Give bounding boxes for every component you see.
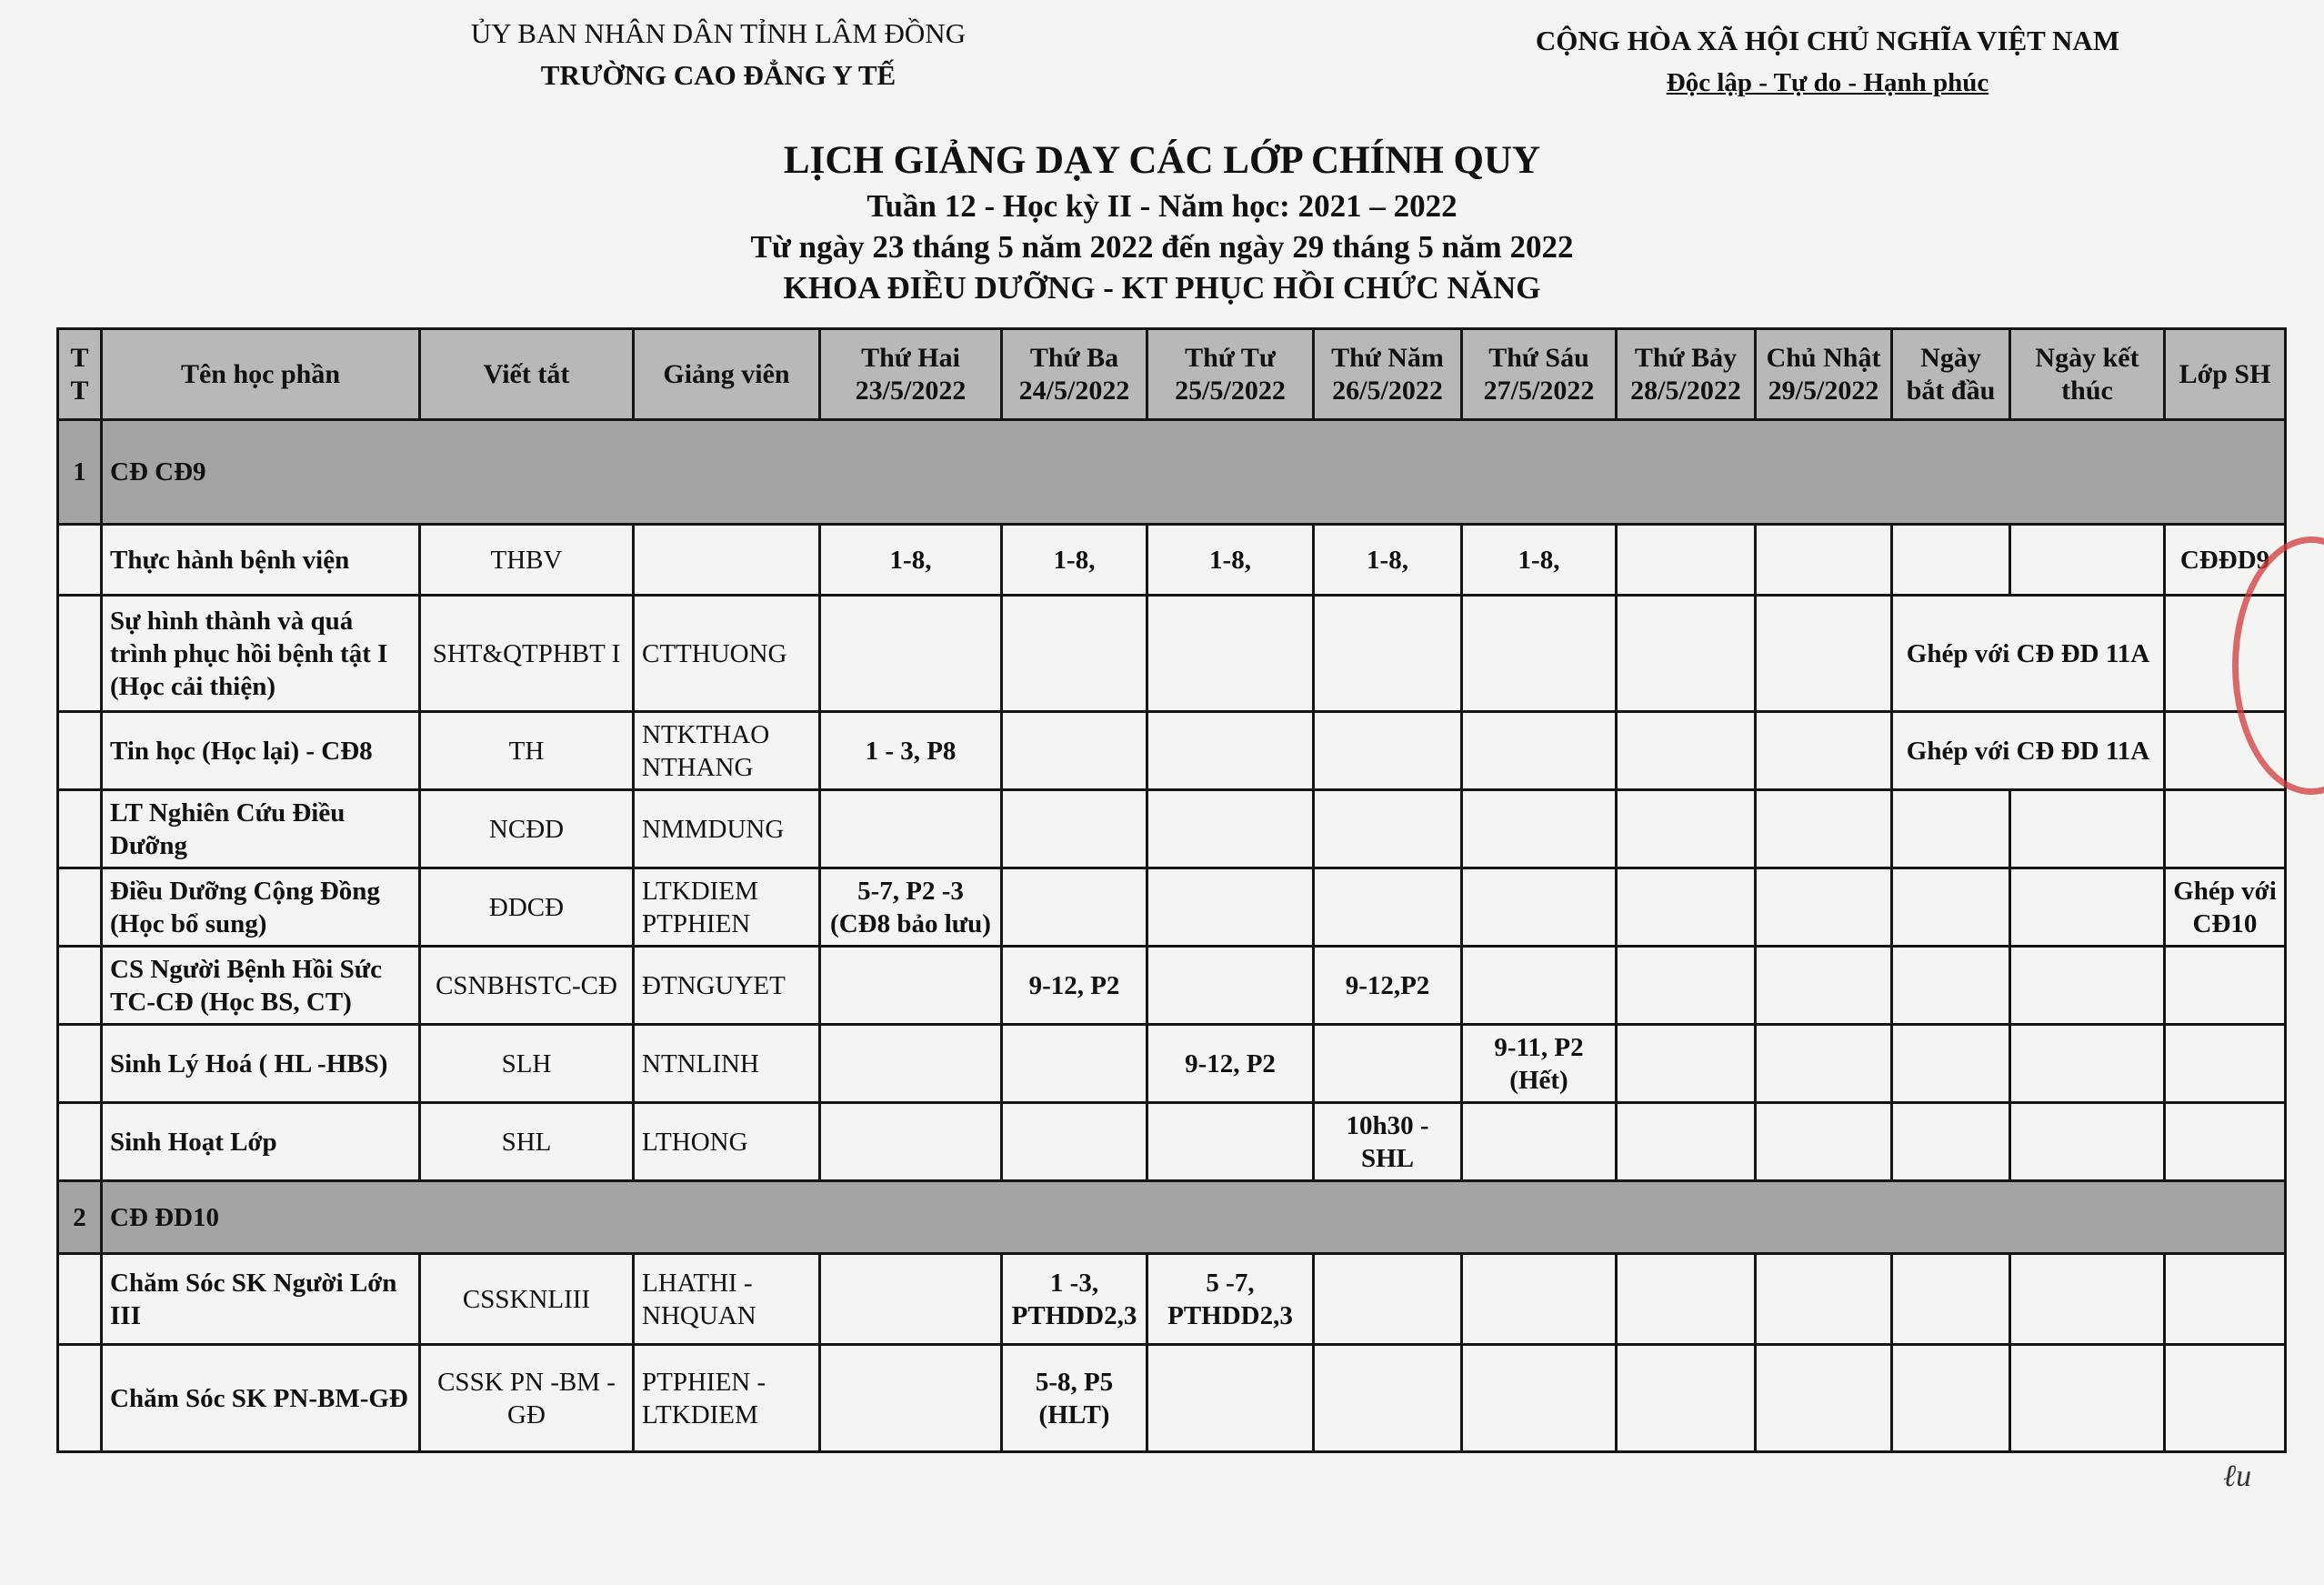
table-header-row (58, 329, 2286, 420)
document-title: LỊCH GIẢNG DẠY CÁC LỚP CHÍNH QUY (783, 139, 1541, 182)
document-faculty: KHOA ĐIỀU DƯỠNG - KT PHỤC HỒI CHỨC NĂNG (783, 270, 1541, 306)
col-wednesday: Thứ Tư 25/5/2022 (1147, 329, 1314, 420)
cell-merged-note: Ghép với CĐ ĐD 11A (1892, 596, 2165, 712)
course-lecturer: LTKDIEM PTPHIEN (634, 868, 820, 947)
cell-monday: 5-7, P2 -3 (CĐ8 bảo lưu) (820, 868, 1002, 947)
cell-class-meeting: CĐĐD9 (2165, 525, 2286, 596)
cell-tuesday: 1-8, (1002, 525, 1147, 596)
course-abbr: THBV (420, 525, 634, 596)
cell-wednesday: 9-12, P2 (1147, 1025, 1314, 1103)
cell-tuesday: 9-12, P2 (1002, 947, 1147, 1025)
document-subtitle-dates: Từ ngày 23 tháng 5 năm 2022 đến ngày 29 tháng 5 năm 2022 (750, 229, 1574, 265)
header-right (1491, 20, 2164, 104)
cell-thursday: 10h30 - SHL (1314, 1103, 1462, 1181)
course-name: LT Nghiên Cứu Điều Dưỡng (102, 790, 420, 868)
col-start-date: Ngày bắt đầu (1892, 329, 2010, 420)
col-monday: Thứ Hai 23/5/2022 (820, 329, 1002, 420)
header-left-line2: TRƯỜNG CAO ĐẲNG Y TẾ (540, 59, 897, 91)
course-name: Điều Dưỡng Cộng Đồng (Học bổ sung) (102, 868, 420, 947)
header-right-line2: Độc lập - Tự do - Hạnh phúc (1666, 68, 1989, 97)
table-row (58, 868, 2286, 947)
header-right-line1: CỘNG HÒA XÃ HỘI CHỦ NGHĨA VIỆT NAM (1535, 25, 2120, 56)
course-lecturer: NTNLINH (634, 1025, 820, 1103)
course-name: Chăm Sóc SK Người Lớn III (102, 1254, 420, 1345)
course-name: Thực hành bệnh viện (102, 525, 420, 596)
course-lecturer: PTPHIEN - LTKDIEM (634, 1345, 820, 1452)
course-abbr: NCĐD (420, 790, 634, 868)
col-tuesday: Thứ Ba 24/5/2022 (1002, 329, 1147, 420)
table-row (58, 525, 2286, 596)
table-row (58, 712, 2286, 790)
col-class-meeting: Lớp SH (2165, 329, 2286, 420)
course-abbr: TH (420, 712, 634, 790)
section-row (58, 420, 2286, 525)
col-end-date: Ngày kết thúc (2010, 329, 2165, 420)
course-abbr: CSSKNLIII (420, 1254, 634, 1345)
cell-monday: 1 - 3, P8 (820, 712, 1002, 790)
section-row (58, 1181, 2286, 1254)
document-subtitle-week: Tuần 12 - Học kỳ II - Năm học: 2021 – 2022 (866, 188, 1458, 224)
section-label: CĐ CĐ9 (102, 420, 2286, 525)
cell-friday: 9-11, P2 (Hết) (1462, 1025, 1617, 1103)
course-lecturer: NTKTHAO NTHANG (634, 712, 820, 790)
table-row (58, 947, 2286, 1025)
table-row (58, 1103, 2286, 1181)
course-lecturer (634, 525, 820, 596)
col-abbreviation: Viết tắt (420, 329, 634, 420)
handwritten-initials: ℓu (2223, 1460, 2252, 1493)
course-abbr: CSNBHSTC-CĐ (420, 947, 634, 1025)
cell-wednesday: 5 -7, PTHDD2,3 (1147, 1254, 1314, 1345)
cell-monday: 1-8, (820, 525, 1002, 596)
course-name: CS Người Bệnh Hồi Sức TC-CĐ (Học BS, CT) (102, 947, 420, 1025)
course-abbr: CSSK PN -BM - GĐ (420, 1345, 634, 1452)
section-number: 1 (58, 420, 102, 525)
course-lecturer: LHATHI - NHQUAN (634, 1254, 820, 1345)
col-thursday: Thứ Năm 26/5/2022 (1314, 329, 1462, 420)
cell-thursday: 1-8, (1314, 525, 1462, 596)
course-name: Tin học (Học lại) - CĐ8 (102, 712, 420, 790)
cell-class-meeting: Ghép với CĐ10 (2165, 868, 2286, 947)
header-left (409, 13, 1027, 96)
course-abbr: SHL (420, 1103, 634, 1181)
header-left-line1: ỦY BAN NHÂN DÂN TỈNH LÂM ĐỒNG (470, 17, 967, 49)
col-course-name: Tên học phần (102, 329, 420, 420)
cell-thursday: 9-12,P2 (1314, 947, 1462, 1025)
section-number: 2 (58, 1181, 102, 1254)
cell-tuesday: 5-8, P5 (HLT) (1002, 1345, 1147, 1452)
course-name: Sự hình thành và quá trình phục hồi bệnh tật I (Học cải thiện) (102, 596, 420, 712)
course-lecturer: ĐTNGUYET (634, 947, 820, 1025)
col-tt: T T (58, 329, 102, 420)
course-lecturer: NMMDUNG (634, 790, 820, 868)
course-name: Sinh Lý Hoá ( HL -HBS) (102, 1025, 420, 1103)
table-row (58, 790, 2286, 868)
cell-wednesday: 1-8, (1147, 525, 1314, 596)
document-titles (0, 136, 2324, 308)
table-row (58, 1345, 2286, 1452)
col-friday: Thứ Sáu 27/5/2022 (1462, 329, 1617, 420)
table-row (58, 596, 2286, 712)
course-lecturer: LTHONG (634, 1103, 820, 1181)
course-name: Chăm Sóc SK PN-BM-GĐ (102, 1345, 420, 1452)
course-abbr: ĐDCĐ (420, 868, 634, 947)
cell-tuesday: 1 -3, PTHDD2,3 (1002, 1254, 1147, 1345)
schedule-table (56, 327, 2287, 1453)
table-row (58, 1254, 2286, 1345)
course-name: Sinh Hoạt Lớp (102, 1103, 420, 1181)
col-saturday: Thứ Bảy 28/5/2022 (1617, 329, 1756, 420)
course-abbr: SLH (420, 1025, 634, 1103)
cell-friday: 1-8, (1462, 525, 1617, 596)
table-row (58, 1025, 2286, 1103)
course-abbr: SHT&QTPHBT I (420, 596, 634, 712)
col-sunday: Chủ Nhật 29/5/2022 (1756, 329, 1892, 420)
course-lecturer: CTTHUONG (634, 596, 820, 712)
cell-merged-note: Ghép với CĐ ĐD 11A (1892, 712, 2165, 790)
section-label: CĐ ĐD10 (102, 1181, 2286, 1254)
col-lecturer: Giảng viên (634, 329, 820, 420)
